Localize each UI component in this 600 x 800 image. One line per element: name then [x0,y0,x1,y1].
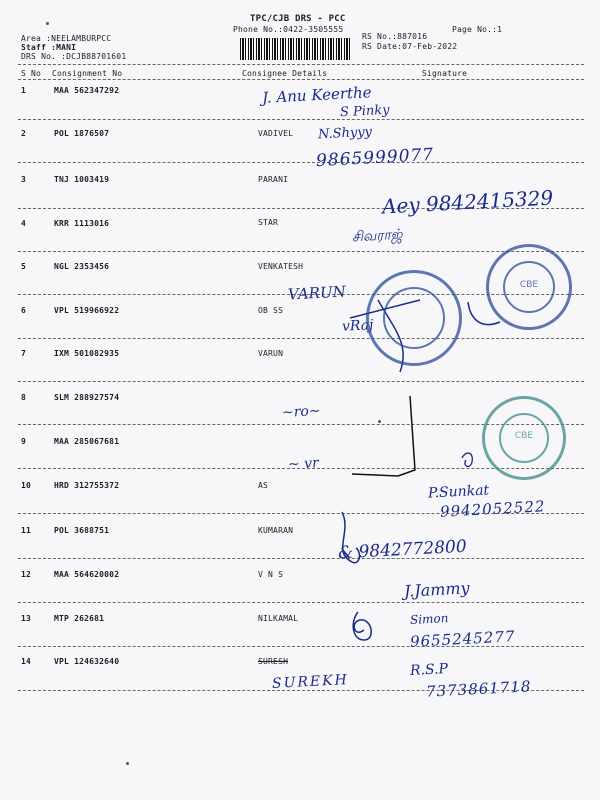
handwritten-phone: 9942052522 [439,497,546,521]
row-consignment: NGL 2353456 [54,262,110,271]
rs-number: RS No.:887016 [362,32,428,41]
row-consignment: MAA 562347292 [54,86,120,95]
signature-stroke [342,512,359,563]
handwritten-mark: ~ro~ [281,403,321,421]
row-consignee: KUMARAN [258,526,294,535]
row-consignment: HRD 312755372 [54,481,120,490]
handwritten-signature: P.Sunkat [427,482,490,502]
signature-stroke [353,612,371,640]
row-consignment: MAA 564620002 [54,570,120,579]
handwritten-name: Simon [409,611,449,627]
row-sno: 2 [21,129,27,138]
handwritten-signature: VARUN [287,282,347,304]
stamp-label: CBE [519,280,539,290]
page-number: Page No.:1 [452,25,503,34]
company-stamp [366,270,462,366]
row-sno: 12 [21,570,32,579]
handwritten-signature: N.Shyyy [317,124,373,143]
stamp-label: CBE [514,431,534,441]
company-stamp [482,396,566,480]
row-consignment: MAA 285067681 [54,437,120,446]
row-sno: 7 [21,349,27,358]
handwritten-signature: vRaj [341,317,374,335]
handwritten-name: J. Anu Keerthe [261,83,373,107]
row-consignment: IXM 501082935 [54,349,120,358]
rs-date: RS Date:07-Feb-2022 [362,42,458,51]
scan-speck [46,22,49,25]
row-consignee: NILKAMAL [258,614,299,623]
handwritten-phone: 9865999077 [315,144,435,172]
phone-number: Phone No.:0422-3505555 [233,25,344,34]
row-sno: 14 [21,657,32,666]
row-consignee: STAR [258,218,279,227]
row-consignee: SURESH [258,657,289,666]
row-sno: 13 [21,614,32,623]
row-sno: 8 [21,393,27,402]
bracket-stroke [352,396,415,476]
row-consignment: POL 1876507 [54,129,110,138]
drs-number: DRS No. :DCJB88701601 [21,52,127,61]
row-consignment: SLM 288927574 [54,393,120,402]
row-sno: 9 [21,437,27,446]
row-sno: 3 [21,175,27,184]
col-sno: S No [21,69,42,78]
col-consignment: Consignment No [52,69,123,78]
handwritten-signature: R.S.P [409,661,449,679]
row-consignee: PARANI [258,175,289,184]
row-consignment: KRR 1113016 [54,219,110,228]
document-title: TPC/CJB DRS - PCC [250,14,346,24]
row-consignment: MTP 262681 [54,614,105,623]
row-consignment: VPL 519966922 [54,306,120,315]
handwritten-phone: Aey 9842415329 [381,185,554,219]
handwritten-phone: 9655245277 [409,627,516,651]
handwritten-signature: S Pinky [339,102,390,121]
signature-stroke [462,453,472,466]
row-sno: 4 [21,219,27,228]
staff-field: Staff :MANI [21,43,77,52]
scan-speck [378,420,381,423]
col-signature: Signature [422,69,468,78]
row-consignment: TNJ 1003419 [54,175,110,184]
row-consignee: OB SS [258,306,284,315]
company-stamp [486,244,572,330]
row-sno: 6 [21,306,27,315]
row-consignee: VADIVEL [258,129,294,138]
handwritten-phone: & 9842772800 [337,536,468,564]
row-sno: 5 [21,262,27,271]
handwritten-signature: சிவராஜ் [351,226,403,246]
row-sno: 11 [21,526,32,535]
handwritten-name: SUREKH [271,672,350,692]
row-consignee: VENKATESH [258,262,304,271]
scan-speck [126,762,129,765]
row-consignee: VARUN [258,349,284,358]
row-consignee: V N S [258,570,284,579]
row-consignment: POL 3688751 [54,526,110,535]
area-field: Area :NEELAMBURPCC [21,34,112,43]
row-sno: 1 [21,86,27,95]
row-sno: 10 [21,481,32,490]
handwritten-signature: J.Jammy [403,578,471,601]
handwritten-phone: 7373861718 [425,677,532,701]
handwritten-mark: ~ vr [287,455,320,473]
col-consignee: Consignee Details [242,69,328,78]
row-consignment: VPL 124632640 [54,657,120,666]
row-consignee: AS [258,481,269,490]
